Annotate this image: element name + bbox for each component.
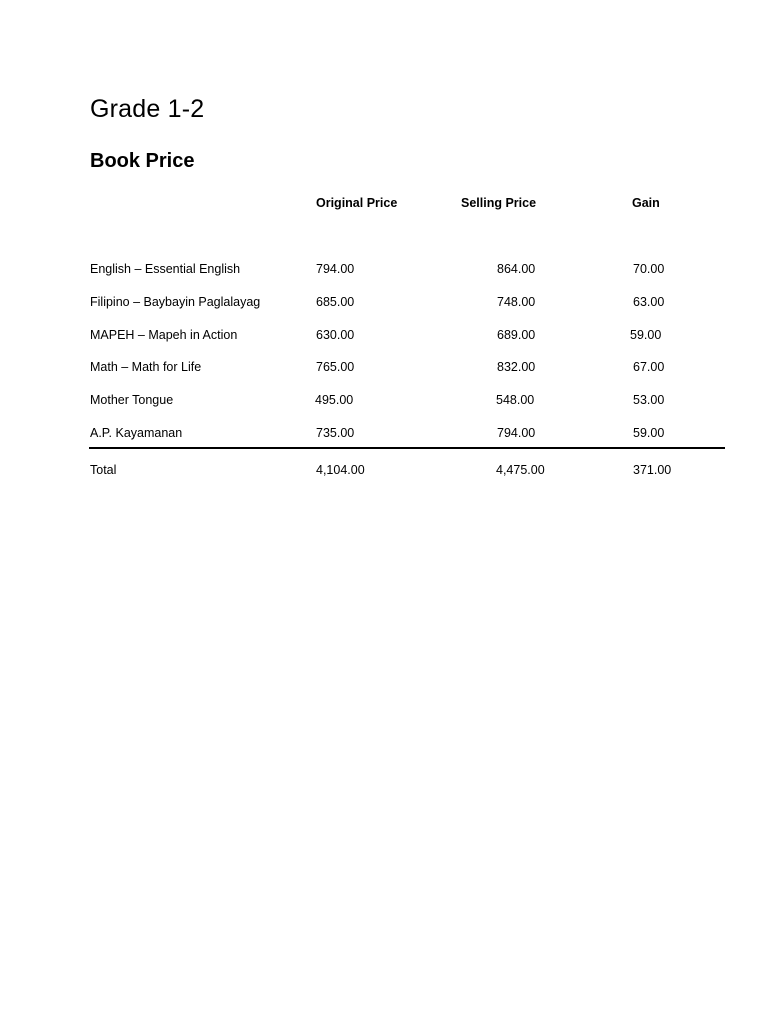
section-subtitle: Book Price	[90, 150, 195, 172]
row-original-price: 735.00	[316, 426, 355, 440]
row-book-name: Mother Tongue	[90, 393, 174, 407]
total-row	[0, 463, 768, 483]
row-selling-price: 832.00	[497, 360, 536, 374]
column-header-selling-price: Selling Price	[461, 196, 537, 210]
row-book-name: Math – Math for Life	[90, 360, 202, 374]
row-book-name: English – Essential English	[90, 262, 241, 276]
row-gain: 53.00	[633, 393, 665, 407]
row-book-name: MAPEH – Mapeh in Action	[90, 328, 238, 342]
row-original-price: 495.00	[315, 393, 354, 407]
page-title: Grade 1-2	[90, 95, 205, 123]
table-row	[0, 360, 768, 380]
total-gain: 371.00	[633, 463, 672, 477]
row-gain: 59.00	[633, 426, 665, 440]
total-original-price: 4,104.00	[316, 463, 365, 477]
row-selling-price: 748.00	[497, 295, 536, 309]
row-original-price: 685.00	[316, 295, 355, 309]
row-selling-price: 548.00	[496, 393, 535, 407]
table-row	[0, 262, 768, 282]
row-gain: 67.00	[633, 360, 665, 374]
row-book-name: A.P. Kayamanan	[90, 426, 183, 440]
row-selling-price: 864.00	[497, 262, 536, 276]
row-selling-price: 689.00	[497, 328, 536, 342]
total-label: Total	[90, 463, 117, 477]
column-header-original-price: Original Price	[316, 196, 398, 210]
table-row	[0, 393, 768, 413]
column-header-gain: Gain	[632, 196, 660, 210]
row-selling-price: 794.00	[497, 426, 536, 440]
table-row	[0, 328, 768, 348]
row-original-price: 794.00	[316, 262, 355, 276]
row-original-price: 765.00	[316, 360, 355, 374]
row-gain: 63.00	[633, 295, 665, 309]
table-row	[0, 426, 768, 446]
total-selling-price: 4,475.00	[496, 463, 545, 477]
row-gain: 70.00	[633, 262, 665, 276]
row-original-price: 630.00	[316, 328, 355, 342]
table-row	[0, 295, 768, 315]
total-divider-line	[89, 447, 725, 449]
row-gain: 59.00	[630, 328, 662, 342]
row-book-name: Filipino – Baybayin Paglalayag	[90, 295, 261, 309]
